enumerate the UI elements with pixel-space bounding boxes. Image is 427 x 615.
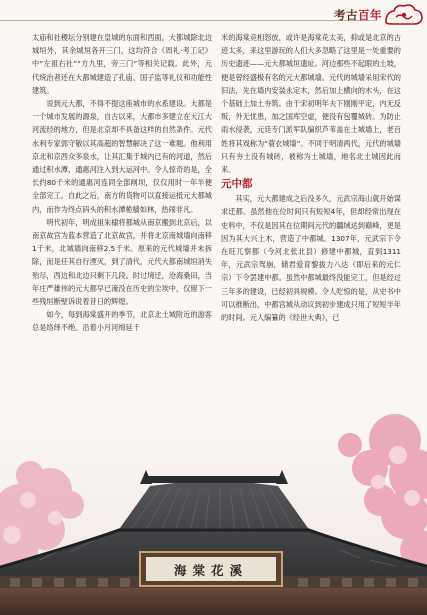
paragraph: 其实，元大都建成之后没多久，元武宗海山就开始谋求迁都。虽然他在位时间只有短短4年，但却经常出现在史料中，不仅是因其在位期间元代的疆域达到巅峰，更是因为其大兴土木，营造了中都城。1307年，元武宗下令在旺兀察都（今河北张北县）修建中都城，直到1311年，元武宗驾崩，储君爱育黎拔力八达（即后来的元仁宗）下令罢建中都。虽然中都城最终没能完工，但是经过三年多的建设，已经初具规模。令人吃惊的是，从史书中可以推断出，中都宫城从动议到初步建成只用了短短半年的时间。元人编纂的《经世大典》，已 (221, 194, 401, 323)
palace-gate-with-blossoms-image (0, 400, 427, 615)
palace-gate-photo (0, 400, 427, 615)
paragraph: 米的海棠竞相怒放，或许是海棠花太美，抑或是北京的古迹太多，来这里游玩的人们大多忽略了这里是一处重要的历史遗迹——元大都城垣遗址。河边那些不起眼的土坡，便是曾经盛极有名的元大都城墙。元代的城墙采用宋代的旧法，先在墙内安装永定木，然后加上横向的木头，在这个基础上加土夯筑。由于宋初明年夫下刚刚平定，内无反叛，外无忧患，加之国库空虚，便没有包覆城砖。为防止雨水侵袭，元廷专门派军队编织芦苇盖在土城墙上，老百姓将其戏称为“蓑衣城墙”。不同于明清两代，元代的城墙只有夯土没有城砖，被称为土城墙，地名北土城因此而来。 (221, 33, 401, 175)
column-title-part1: 考古 (334, 8, 358, 22)
paragraph: 如今，每到海棠盛开的季节，北京北土城附近的游客总是络绎不绝。沿着小月河绵延千 (32, 310, 212, 333)
paragraph: 太庙和社稷坛分别建在皇城的东面和西面，大都城除北边城垣外，其余城垣各开三门，这均符合《周礼·考工记》中“左祖右社”“方九里，旁三门”等相关记载。此外，元代统治者还在大都城建造了孔庙、国子监等礼仪和功能性建筑。 (32, 33, 212, 95)
column-title (334, 7, 382, 23)
left-text-column (32, 31, 212, 335)
right-text-column (221, 31, 401, 324)
section-heading: 元中都 (221, 178, 253, 191)
header-rule (0, 20, 375, 21)
gate-plaque-text: 海棠花溪 (173, 563, 248, 578)
paragraph: 说到元大都，不得不提这座城市的水系建设。大都是一个城市发展的源泉，自古以来，大都市多建立在大江大河流经的地方，但是北京却不具备这样的自然条件。元代水利专家郭守敬以其高超的智慧解决了这一难题。他利用京北和京西众多泉水，让其汇集于城内已有的河道，然后通过积水潭、通惠河注入到大运河中。令人惊奇的是，全长约80千米的通惠河连同全部闸坝，仅仅用时一年半便全部完工。自此之后，南方的货物可以直接运抵元大都城内，而作为终点码头的积水潭桅樯如林，热闹非凡。 (32, 99, 212, 214)
cloud-seal-ornament-icon (384, 2, 424, 28)
paragraph: 明代初年，明成祖朱棣将都城从南京搬到北京后，以南京故宫为蓝本营造了北京故宫，并将北京南城墙向南移1千米，北城墙向南移2.5千米。原来的元代城墙并未拆除，而是任其自行湮灭，到了清代，元代大都南城垣消失殆尽，西边和北边只剩下几段。时过境迁，沧海桑田，当年庄严雄伟的元大都早已淹没在历史的尘埃中，仅留下一些残垣断壁诉说着昔日的辉煌。 (32, 217, 212, 307)
column-title-part2: 百年 (358, 8, 382, 22)
